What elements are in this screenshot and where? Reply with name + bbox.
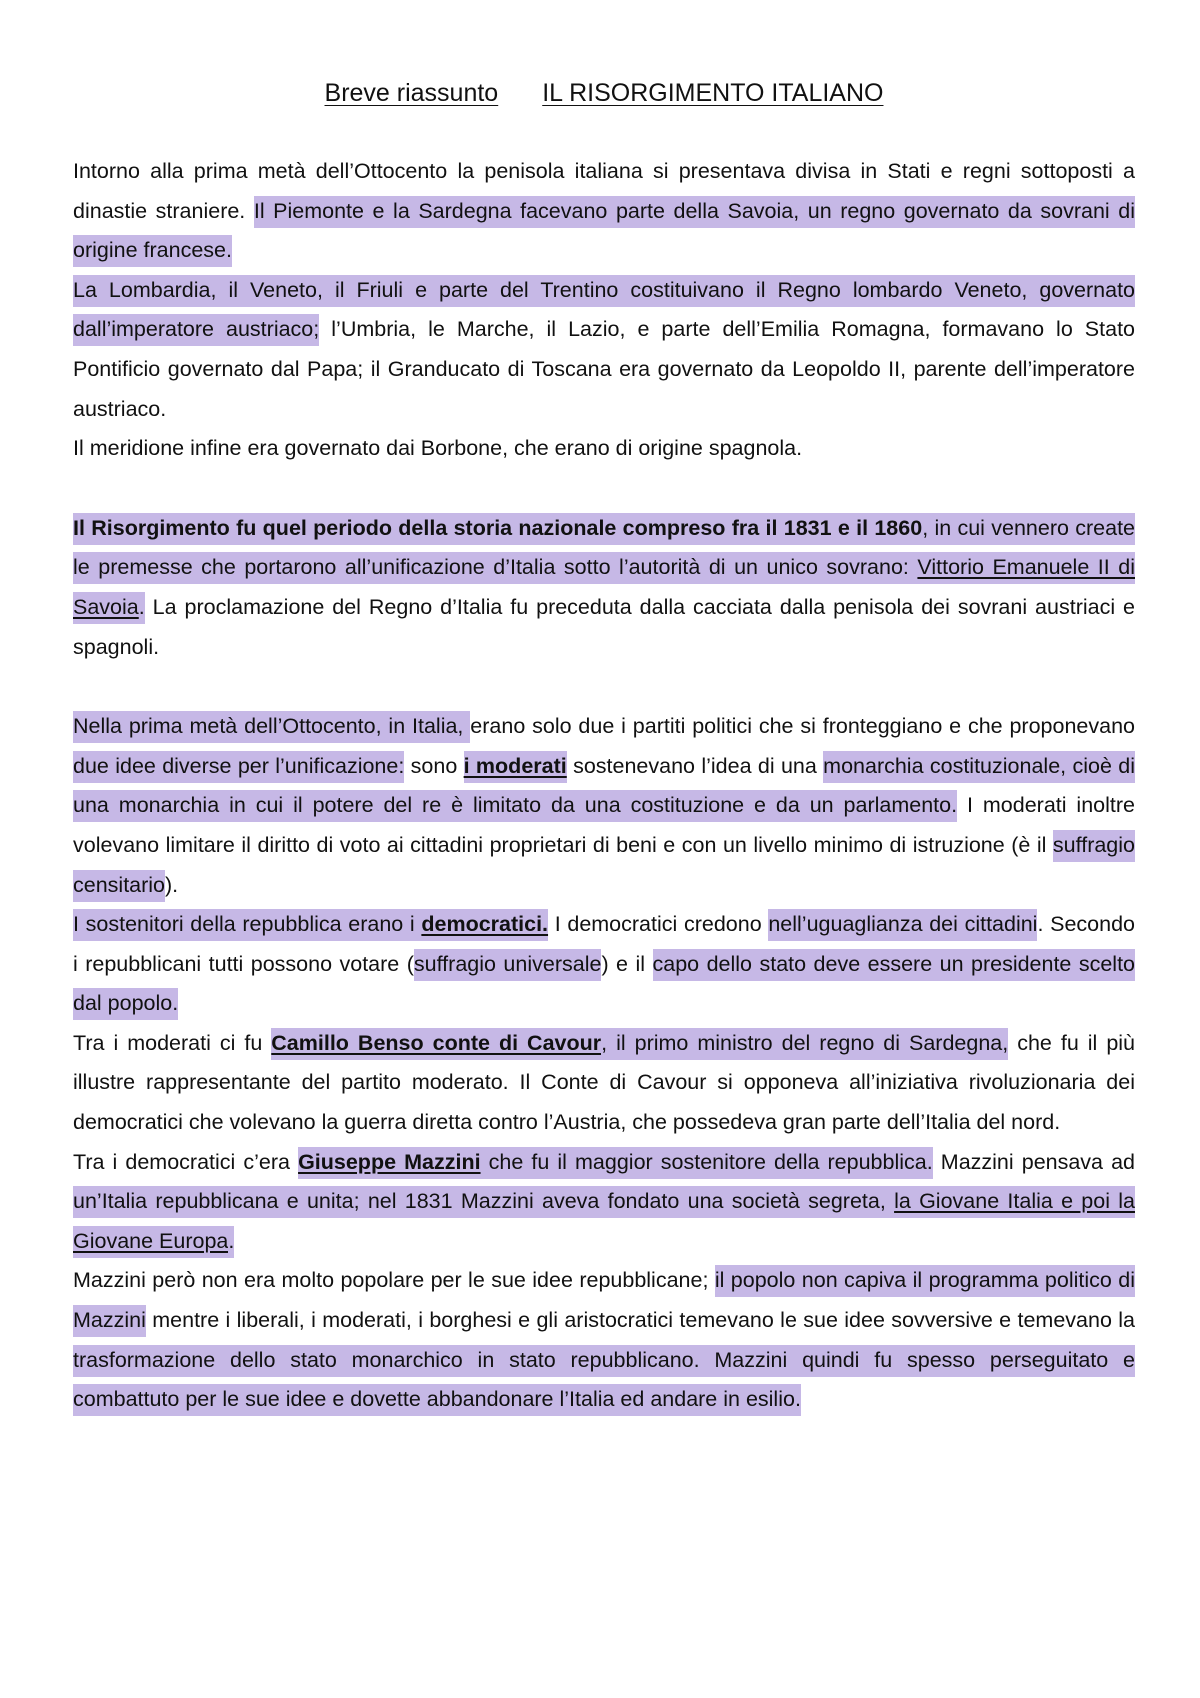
vittorio-emanuele-link-text: Vittorio Emanuele II di Savoia [73, 552, 1135, 624]
paragraph-esilio [73, 1261, 1135, 1419]
document-page [73, 70, 1135, 1420]
paragraph-cavour [73, 1024, 1135, 1143]
document-title [73, 70, 1135, 116]
paragraph-democratici [73, 905, 1135, 1024]
paragraph-risorgimento [73, 509, 1135, 667]
text-run: Il meridione infine era governato dai Borbone, che erano di origine spagnola. [73, 436, 803, 461]
highlighted-text: Il Piemonte e la Sardegna facevano parte della Savoia, un regno governato da sovrani di origine francese. [73, 196, 1135, 268]
paragraph-partiti [73, 707, 1135, 905]
text-run: Tra i democratici c’era [73, 1149, 299, 1174]
highlighted-text: suffragio censitario [73, 830, 1135, 902]
text-run: Mazzini però non era molto popolare per le sue idee repubblicane; [73, 1268, 715, 1293]
title-risorgimento: IL RISORGIMENTO ITALIANO [542, 79, 884, 107]
paragraph-mazzini [73, 1143, 1135, 1262]
text-run: sono [404, 753, 464, 778]
text-run: Mazzini pensava ad [932, 1149, 1136, 1174]
highlighted-text: I sostenitori della repubblica erano i [73, 909, 421, 941]
highlighted-text: un’Italia repubblicana e unita; nel 1831 Mazzini aveva fondato una società segreta, [73, 1186, 894, 1218]
paragraph-gap [73, 667, 1135, 707]
highlighted-text: suffragio universale [414, 949, 602, 981]
highlighted-text: il popolo non capiva il programma politico di Mazzini [73, 1265, 1135, 1337]
highlighted-text: Nella prima metà dell’Ottocento, in Italia, [73, 711, 470, 743]
text-run: I democratici credono [548, 912, 769, 937]
text-run: mentre i liberali, i moderati, i borghesi e gli aristocratici temevano le sue idee sovversive e temevano la [145, 1308, 1135, 1333]
text-run: ) e il [601, 951, 653, 976]
text-run: erano solo due i partiti politici che si fronteggiano e che proponevano [470, 714, 1136, 739]
highlighted-text: monarchia costituzionale, cioè di una monarchia in cui il potere del re è limitato da una costituzione e da un parlamento. [73, 751, 1135, 823]
cavour-term: Camillo Benso conte di Cavour [271, 1028, 601, 1060]
highlighted-text: . [228, 1226, 234, 1258]
text-run: che fu il più illustre rappresentante del partito moderato. Il Conte di Cavour si opponeva all’iniziativa rivoluzionaria dei democratici che volevano la guerra diretta contro l’Austria, che possedeva gran parte dell’Italia del nord. [73, 1030, 1136, 1135]
mazzini-term: Giuseppe Mazzini [298, 1147, 481, 1179]
highlighted-bold-text: Il Risorgimento fu quel periodo della storia nazionale compreso fra il 1831 e il 1860 [73, 513, 922, 545]
title-breve-riassunto: Breve riassunto [324, 79, 499, 107]
text-run: ). [165, 872, 179, 897]
highlighted-text: capo dello stato deve essere un presidente scelto dal popolo. [73, 949, 1135, 1021]
highlighted-text: trasformazione dello stato monarchico in stato repubblicano. Mazzini quindi fu spesso perseguitato e combattuto per le sue idee e dovette abbandonare l’Italia ed andare in esilio. [73, 1345, 1135, 1417]
text-run: Tra i moderati ci fu [73, 1030, 272, 1055]
highlighted-text: che fu il maggior sostenitore della repubblica. [481, 1147, 933, 1179]
text-run: . Secondo i repubblicani tutti possono votare ( [73, 912, 1135, 976]
text-run: l’Umbria, le Marche, il Lazio, e parte dell’Emilia Romagna, formavano lo Stato Pontificio governato dal Papa; il Granducato di Toscana era governato da Leopoldo II, parente dell’imperatore austriaco. [73, 317, 1135, 421]
text-run: sostenevano l’idea di una [566, 753, 824, 778]
highlighted-text: due idee diverse per l’unificazione: [73, 751, 404, 783]
moderati-term: i moderati [464, 751, 567, 783]
highlighted-text: , in cui vennero create le premesse che portarono all’unificazione d’Italia sotto l’autorità di un unico sovrano: [73, 513, 1135, 585]
text-run: La proclamazione del Regno d’Italia fu preceduta dalla cacciata dalla penisola dei sovrani austriaci e spagnoli. [73, 594, 1135, 659]
paragraph-lombardia [73, 271, 1135, 429]
giovane-italia-term: la Giovane Italia e poi la Giovane Europa [73, 1186, 1135, 1258]
highlighted-text: , il primo ministro del regno di Sardegna, [601, 1028, 1008, 1060]
democratici-term: democratici. [421, 909, 548, 941]
highlighted-text: La Lombardia, il Veneto, il Friuli e parte del Trentino costituivano il Regno lombardo Veneto, governato dall’imperatore austriaco; [73, 275, 1135, 347]
text-run: Intorno alla prima metà dell’Ottocento la penisola italiana si presentava divisa in Stati e regni sottoposti a dinastie straniere. [73, 159, 1135, 223]
paragraph-stati-italiani [73, 152, 1135, 271]
paragraph-gap [73, 469, 1135, 509]
highlighted-text: nell’uguaglianza dei cittadini [768, 909, 1037, 941]
text-run: I moderati inoltre volevano limitare il diritto di voto ai cittadini proprietari di beni e con un livello minimo di istruzione (è il [73, 793, 1135, 857]
paragraph-meridione [73, 429, 1135, 469]
highlighted-text: . [139, 592, 145, 624]
